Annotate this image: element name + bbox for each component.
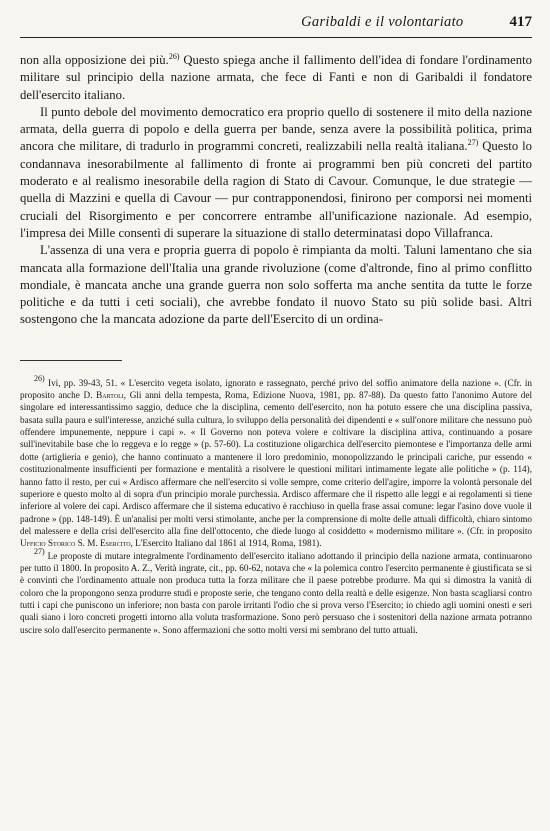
paragraph-2-text-a: Il punto debole del movimento democratico era proprio quello di sostenere il mito della nazione armata, della guerra di popolo e della guerra per bande, senza avere la possibilità politica, prima ancora che militare, di tradurlo in programmi concreti, realizzabili nella realtà italiana. bbox=[20, 104, 532, 154]
footnote-26-text-c: , L'Esercito Italiano dal 1861 al 1914, Roma, 1981). bbox=[130, 538, 322, 549]
page-number: 417 bbox=[509, 14, 532, 30]
footnote-27-text: Le proposte di mutare integralmente l'ordinamento dell'esercito italiano adottando il principio della nazione armata, continuarono per tutto il 1800. In proposito A. Z., Verità ingrate, cit., pp. 60-62, notava che « la polemica contro l'esercito permanente è giustificata se si è convinti che l'ordinamento attuale non produca tutta la forza militare che il paese potrebbe produrre. Ma qui si dimostra la vanità di coloro che la propongono senza produrre studi e proposte serie, che tengano conto della realtà e delle esigenze. Non basta scagliarsi contro tutti i capi che puniscono un inferiore; non basta con parole irritanti l'odio che si prova verso l'Esercito; io chiedo agli uomini onesti e seri quali siano i loro concreti progetti intorno alla voluta trasformazione. Sono però persuaso che i sostenitori della nazione armata potranno uscire solo dall'esercito permanente ». Sono affermazioni che sotto molti versi mi sembrano del tutto attuali. bbox=[20, 550, 532, 635]
footnote-ref-26: 26) bbox=[168, 52, 180, 61]
paragraph-1-text-a: non alla opposizione dei più. bbox=[20, 53, 169, 67]
footnote-26-text-a: Ivi, pp. 39-43, 51. « L'esercito vegeta isolato, ignorato e rassegnato, perché privo del soffio animatore della nazione ». (Cfr. in proposito anche D. bbox=[20, 377, 532, 401]
footnote-27-marker: 27) bbox=[34, 546, 45, 556]
footnotes bbox=[20, 373, 532, 636]
main-text bbox=[20, 52, 532, 329]
paragraph-2-text-b: Questo lo condannava inesorabilmente al fallimento di fronte ai programmi ben più concreti del partito moderato e al realismo inesorabile della ragion di Stato di Cavour. Comunque, le due strategie — quella di Mazzini e quella di Cavour — pur contrapponendosi, finirono per comporsi nei momenti cruciali del Risorgimento e per concorrere entrambe all'unificazione nazionale. Ad esempio, l'impresa dei Mille consentì di superare la situazione di stallo determinatasi dopo Villafranca. bbox=[20, 139, 532, 240]
footnote-26-institution: Ufficio Storico S. M. Esercito bbox=[20, 538, 131, 549]
running-header bbox=[20, 14, 532, 38]
running-title: Garibaldi e il volontariato bbox=[301, 14, 464, 30]
footnote-26 bbox=[20, 373, 532, 550]
paragraph-1 bbox=[20, 52, 532, 104]
paragraph-2 bbox=[20, 104, 532, 242]
footnote-26-author: Bartoli bbox=[96, 390, 124, 401]
paragraph-1-text-b: Questo spiega anche il fallimento dell'idea di fondare l'ordinamento militare sul principio della nazione armata, che fece di Fanti e non di Garibaldi il fondatore dell'esercito italiano. bbox=[20, 53, 533, 102]
book-page bbox=[20, 14, 532, 636]
footnote-divider bbox=[20, 360, 122, 361]
footnote-26-text-b: , Gli anni della tempesta, Roma, Edizione Nuova, 1981, pp. 87-88). Da questo fatto l'anonimo Autore del singolare ed interessantissimo saggio, deduce che la disciplina, cemento dell'esercito, non ha potuto essere che una disciplina passiva, basata sulla paura e sull'interesse, anziché sulla cultura, lo sviluppo della personalità dei dipendenti e « sull'onore militare che nessuno può offendere impunemente, neppure i capi ». « Il Governo non poteva volere e coltivare la disciplina attiva, continuando a posare sull'inevitabile base che lo reggeva e lo regge » (p. 57-60). La costituzione oligarchica dell'esercito piemontese e l'importanza delle armi dotte (artiglieria e genio), che hanno continuato a mantenere il loro predominio, monopolizzando le principali cariche, pur essendo « costituzionalmente insufficienti per formazione e mentalità a risolvere le questioni militari intimamente legate alle politiche » (p. 114), hanno fatto il resto, per cui « Ardisco affermare che nell'esercito si volle sempre, come criterio dell'agire, imporre la volontà personale del superiore e questo molto al di sopra d'un principio morale purchessia. Ardisco affermare che il rispetto alle leggi e ai regolamenti si tiene inferiore al volere dei capi. Ardisco affermare che il sistema educativo è racchiuso in quella frase assai comune: legar l'asino dove vuole il padrone » (pp. 148-149). È un'analisi per molti versi stimolante, anche per la comprensione di molte delle attuali difficoltà, chiaro sintomo del malessere e della crisi dell'esercito alla fine dell'ottocento, che diede luogo al cosiddetto « modernismo militare ». (Cfr. in proposito bbox=[20, 390, 532, 536]
paragraph-3: L'assenza di una vera e propria guerra di popolo è rimpianta da molti. Taluni lamentano che sia mancata alla formazione dell'Italia una grande rivoluzione (come d'altronde, fino al primo conflitto mondiale, è mancata anche una grande guerra non solo sofferta ma anche sentita da tutte le forze politiche e da tutti i ceti sociali), che avrebbe fondato il nuovo Stato su più solide basi. Altri sostengono che la mancata adozione da parte dell'Esercito di un ordina- bbox=[20, 243, 532, 327]
footnote-ref-27: 27) bbox=[467, 138, 479, 148]
footnote-26-marker: 26) bbox=[34, 373, 45, 383]
footnote-27 bbox=[20, 546, 532, 636]
